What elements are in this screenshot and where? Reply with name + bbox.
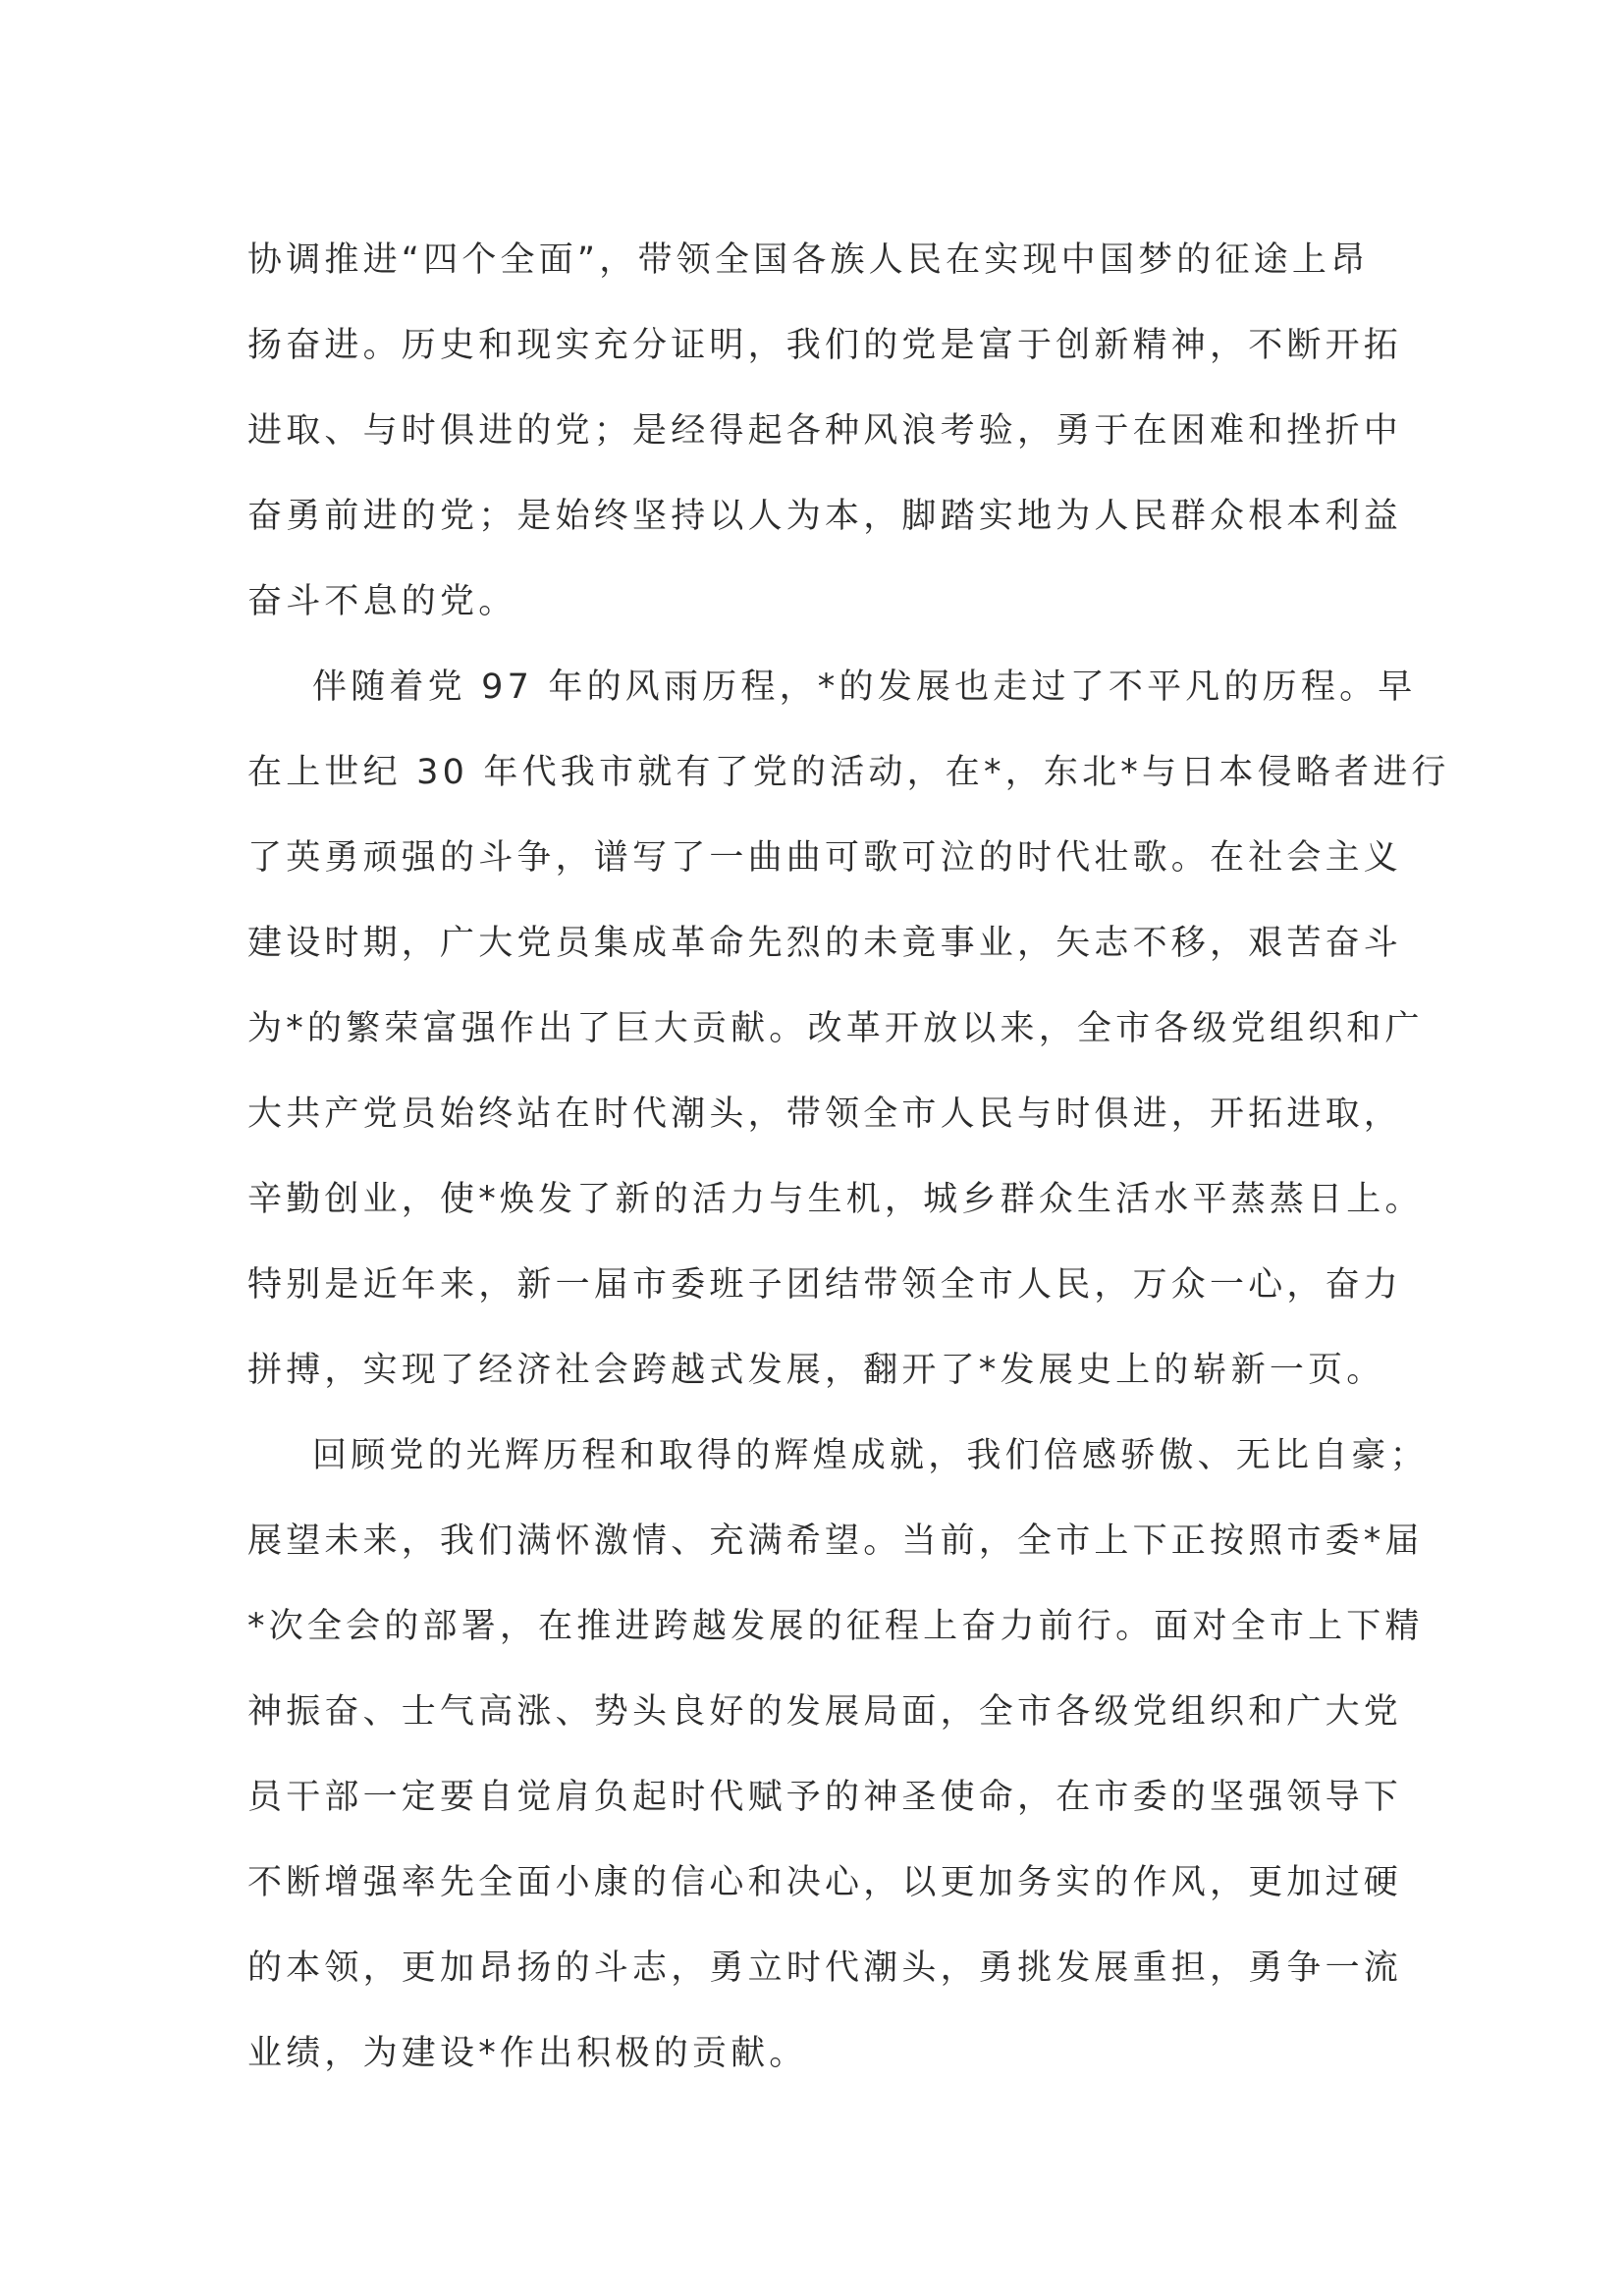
text-line: 奋勇前进的党；是始终坚持以人为本，脚踏实地为人民群众根本利益 [247, 497, 1403, 536]
text-line: 奋斗不息的党。 [247, 582, 517, 621]
text-line: 了英勇顽强的斗争，谱写了一曲曲可歌可泣的时代壮歌。在社会主义 [247, 838, 1403, 878]
text-line: 特别是近年来，新一届市委班子团结带领全市人民，万众一心，奋力 [247, 1265, 1403, 1305]
paragraph-1 [247, 218, 1403, 645]
text-line: 伴随着党 97 年的风雨历程，*的发展也走过了不平凡的历程。早 [312, 667, 1417, 707]
text-line: 扬奋进。历史和现实充分证明，我们的党是富于创新精神，不断开拓 [247, 326, 1403, 365]
text-line: 大共产党员始终站在时代潮头，带领全市人民与时俱进，开拓进取， [247, 1095, 1403, 1134]
text-line: 协调推进“四个全面”，带领全国各族人民在实现中国梦的征途上昂 [247, 240, 1370, 280]
text-line: 为*的繁荣富强作出了巨大贡献。改革开放以来，全市各级党组织和广 [247, 1009, 1424, 1048]
paragraph-2 [247, 645, 1450, 1414]
text-line: 回顾党的光辉历程和取得的辉煌成就，我们倍感骄傲、无比自豪； [312, 1436, 1429, 1475]
text-line: 进取、与时俱进的党；是经得起各种风浪考验，勇于在困难和挫折中 [247, 411, 1403, 451]
text-line: 业绩，为建设*作出积极的贡献。 [247, 2034, 808, 2073]
paragraph-3 [247, 1414, 1429, 2097]
body-text [247, 218, 1450, 2097]
text-line: 的本领，更加昂扬的斗志，勇立时代潮头，勇挑发展重担，勇争一流 [247, 1949, 1403, 1988]
text-line: 展望未来，我们满怀激情、充满希望。当前，全市上下正按照市委*届 [247, 1522, 1424, 1561]
text-line: 不断增强率先全面小康的信心和决心，以更加务实的作风，更加过硬 [247, 1863, 1403, 1902]
text-line: 神振奋、士气高涨、势头良好的发展局面，全市各级党组织和广大党 [247, 1692, 1403, 1732]
text-line: 拼搏，实现了经济社会跨越式发展，翻开了*发展史上的崭新一页。 [247, 1351, 1385, 1390]
text-line: *次全会的部署，在推进跨越发展的征程上奋力前行。面对全市上下精 [247, 1607, 1424, 1646]
text-line: 员干部一定要自觉肩负起时代赋予的神圣使命，在市委的坚强领导下 [247, 1778, 1403, 1817]
text-line: 辛勤创业，使*焕发了新的活力与生机，城乡群众生活水平蒸蒸日上。 [247, 1180, 1424, 1219]
text-line: 在上世纪 30 年代我市就有了党的活动，在*，东北*与日本侵略者进行 [247, 753, 1450, 792]
text-line: 建设时期，广大党员集成革命先烈的未竟事业，矢志不移，艰苦奋斗 [247, 924, 1403, 963]
